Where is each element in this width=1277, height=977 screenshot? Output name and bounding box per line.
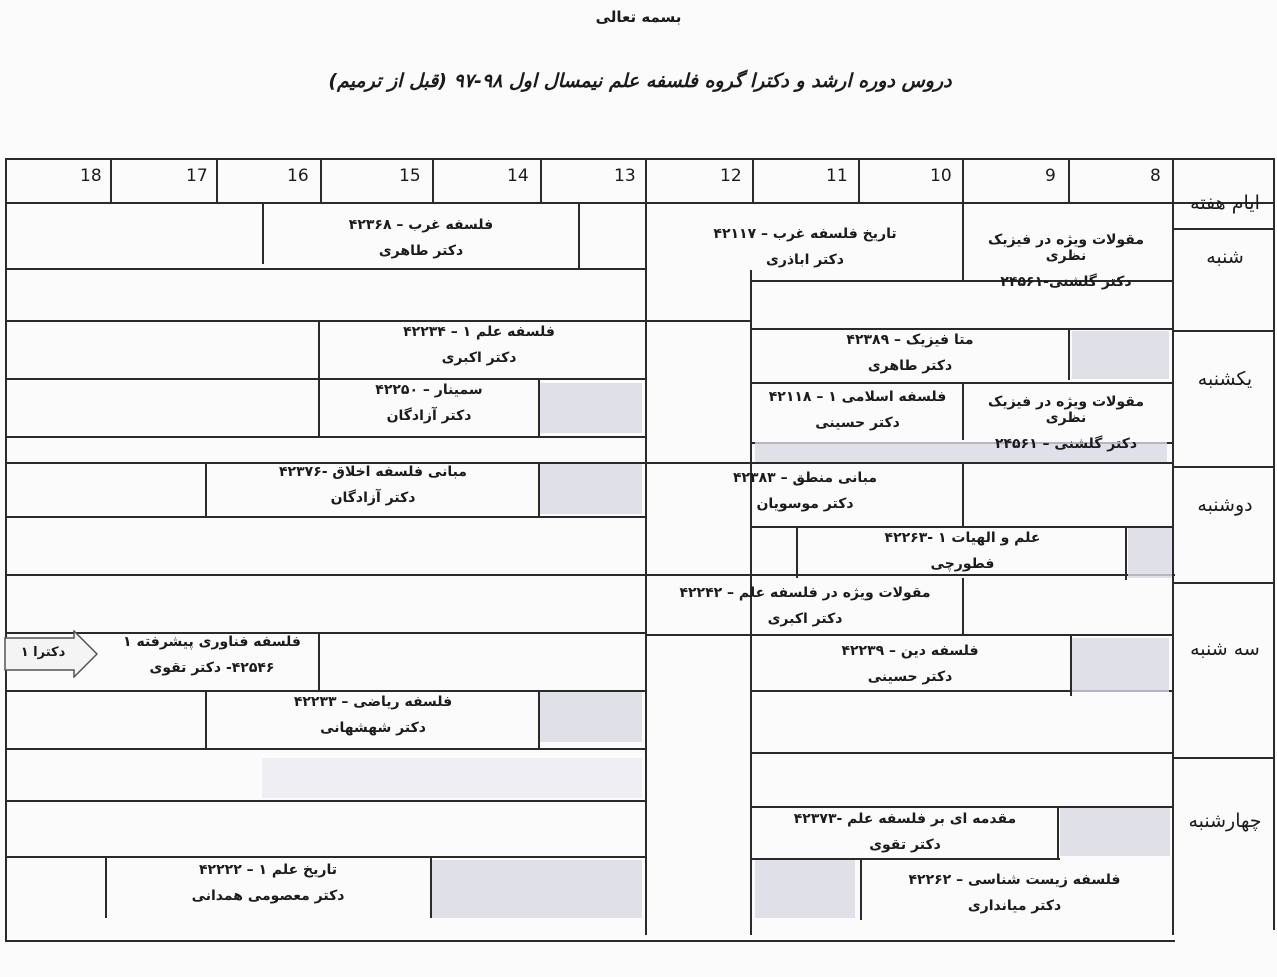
hour-label-17: 17 xyxy=(186,166,208,186)
grid-line xyxy=(752,752,1172,754)
grid-line xyxy=(752,328,1172,330)
grid-line xyxy=(5,436,645,438)
hour-label-9: 9 xyxy=(1045,166,1056,186)
grid-line xyxy=(5,268,645,270)
grid-line xyxy=(5,632,645,634)
grid-line xyxy=(962,462,964,526)
course-cell: تاریخ علم ۱ – ۴۲۲۲۲ دکتر معصومی همدانی xyxy=(191,862,345,904)
day-label-wednesday: چهارشنبه xyxy=(1188,810,1262,832)
hour-label-18: 18 xyxy=(80,166,102,186)
blank-cell xyxy=(755,860,855,918)
page-heading: بسمه تعالی xyxy=(595,8,682,26)
hour-label-11: 11 xyxy=(826,166,848,186)
grid-line xyxy=(962,160,964,202)
grid-line xyxy=(205,690,207,748)
grid-line xyxy=(1068,328,1070,380)
course-cell: فلسفه علم ۱ – ۴۲۲۳۴ دکتر اکبری xyxy=(403,324,555,366)
grid-line xyxy=(5,158,1275,160)
grid-line xyxy=(752,526,1172,528)
grid-line xyxy=(645,202,647,935)
blank-cell xyxy=(1060,808,1170,856)
blank-cell xyxy=(540,464,642,514)
day-label-tuesday: سه شنبه xyxy=(1190,638,1260,660)
grid-line xyxy=(540,160,542,202)
grid-line xyxy=(5,856,645,858)
hour-label-8: 8 xyxy=(1150,166,1161,186)
hour-label-15: 15 xyxy=(399,166,421,186)
hour-label-13: 13 xyxy=(614,166,636,186)
course-cell: علم و الهیات ۱ -۴۲۲۶۳ فطورچی xyxy=(884,530,1041,572)
blank-cell xyxy=(540,383,642,433)
doctoral-arrow-label: دکترا ۱ xyxy=(4,630,98,678)
grid-line xyxy=(645,634,1172,636)
grid-line xyxy=(5,574,1175,576)
blank-cell xyxy=(1072,638,1169,692)
course-cell: متا فیزیک – ۴۲۳۸۹ دکتر طاهری xyxy=(846,332,974,374)
day-label-saturday: شنبه xyxy=(1206,246,1244,268)
grid-line xyxy=(1172,228,1275,230)
weekday-column-header: ایام هفته xyxy=(1190,192,1260,214)
grid-line xyxy=(320,160,322,202)
blank-cell xyxy=(262,758,642,798)
grid-line xyxy=(962,202,964,280)
grid-line xyxy=(216,160,218,202)
grid-line xyxy=(962,382,964,440)
grid-line xyxy=(105,856,107,918)
grid-line xyxy=(432,160,434,202)
grid-line xyxy=(5,158,7,940)
grid-line xyxy=(645,320,752,322)
hour-label-12: 12 xyxy=(720,166,742,186)
grid-line xyxy=(1172,466,1275,468)
course-cell: مقولات ویژه در فیزیک نظری دکتر گلشنی-۲۴۵۶۱ xyxy=(988,232,1144,290)
grid-line xyxy=(5,320,645,322)
grid-line xyxy=(962,578,964,634)
course-cell: سمینار – ۴۲۲۵۰ دکتر آزادگان xyxy=(375,382,483,424)
course-cell: تاریخ فلسفه غرب – ۴۲۱۱۷ دکتر اباذری xyxy=(713,226,897,268)
course-cell: فلسفه ریاضی – ۴۲۲۳۳ دکتر شهشهانی xyxy=(293,694,453,736)
grid-line xyxy=(262,202,264,264)
grid-line xyxy=(5,748,645,750)
grid-line xyxy=(1057,806,1059,860)
blank-cell xyxy=(1128,528,1172,578)
course-cell: مبانی منطق – ۴۲۳۸۳ دکتر موسویان xyxy=(732,470,878,512)
day-label-sunday: یکشنبه xyxy=(1197,368,1253,390)
grid-line xyxy=(5,202,1275,204)
grid-line xyxy=(1172,757,1275,759)
grid-line xyxy=(318,632,320,690)
course-cell: مقولات ویژه در فلسفه علم – ۴۲۲۴۲ دکتر اکبری xyxy=(679,585,931,627)
grid-line xyxy=(1172,158,1174,935)
course-cell: فلسفه دین – ۴۲۲۳۹ دکتر حسینی xyxy=(841,643,979,685)
grid-line xyxy=(645,160,647,202)
course-cell: فلسفه غرب – ۴۲۳۶۸ دکتر طاهری xyxy=(348,217,494,259)
course-cell: فلسفه زیست شناسی – ۴۲۲۶۲ دکتر میانداری xyxy=(908,872,1121,914)
grid-line xyxy=(858,160,860,202)
grid-line xyxy=(578,202,580,268)
course-cell: مقولات ویژه در فیزیک نظری دکتر گلشنی – ۲۴۵۶۱ xyxy=(988,394,1144,452)
grid-line xyxy=(796,526,798,578)
hour-label-14: 14 xyxy=(507,166,529,186)
course-cell: فلسفه اسلامی ۱ – ۴۲۱۱۸ دکتر حسینی xyxy=(768,389,947,431)
blank-cell xyxy=(1072,331,1169,379)
blank-cell xyxy=(432,860,642,918)
grid-line xyxy=(752,160,754,202)
course-cell: فلسفه فناوری پیشرفته ۱ ۴۲۵۴۶- دکتر تقوی xyxy=(123,634,301,676)
grid-line xyxy=(1172,582,1275,584)
blank-cell xyxy=(540,692,642,742)
grid-line xyxy=(5,800,645,802)
grid-line xyxy=(205,462,207,516)
hour-label-10: 10 xyxy=(930,166,952,186)
grid-line xyxy=(1068,160,1070,202)
grid-line xyxy=(1125,526,1127,580)
day-label-monday: دوشنبه xyxy=(1197,494,1253,516)
grid-line xyxy=(1172,330,1275,332)
page-title: دروس دوره ارشد و دکترا گروه فلسفه علم نیمسال اول ۹۸-۹۷ (قبل از ترمیم) xyxy=(328,70,952,92)
grid-line xyxy=(110,160,112,202)
grid-line xyxy=(5,378,645,380)
grid-line xyxy=(5,940,1175,942)
hour-label-16: 16 xyxy=(287,166,309,186)
course-cell: مبانی فلسفه اخلاق -۴۲۳۷۶ دکتر آزادگان xyxy=(279,464,467,506)
grid-line xyxy=(5,516,645,518)
course-cell: مقدمه ای بر فلسفه علم -۴۲۳۷۳ دکتر تقوی xyxy=(793,811,1017,853)
